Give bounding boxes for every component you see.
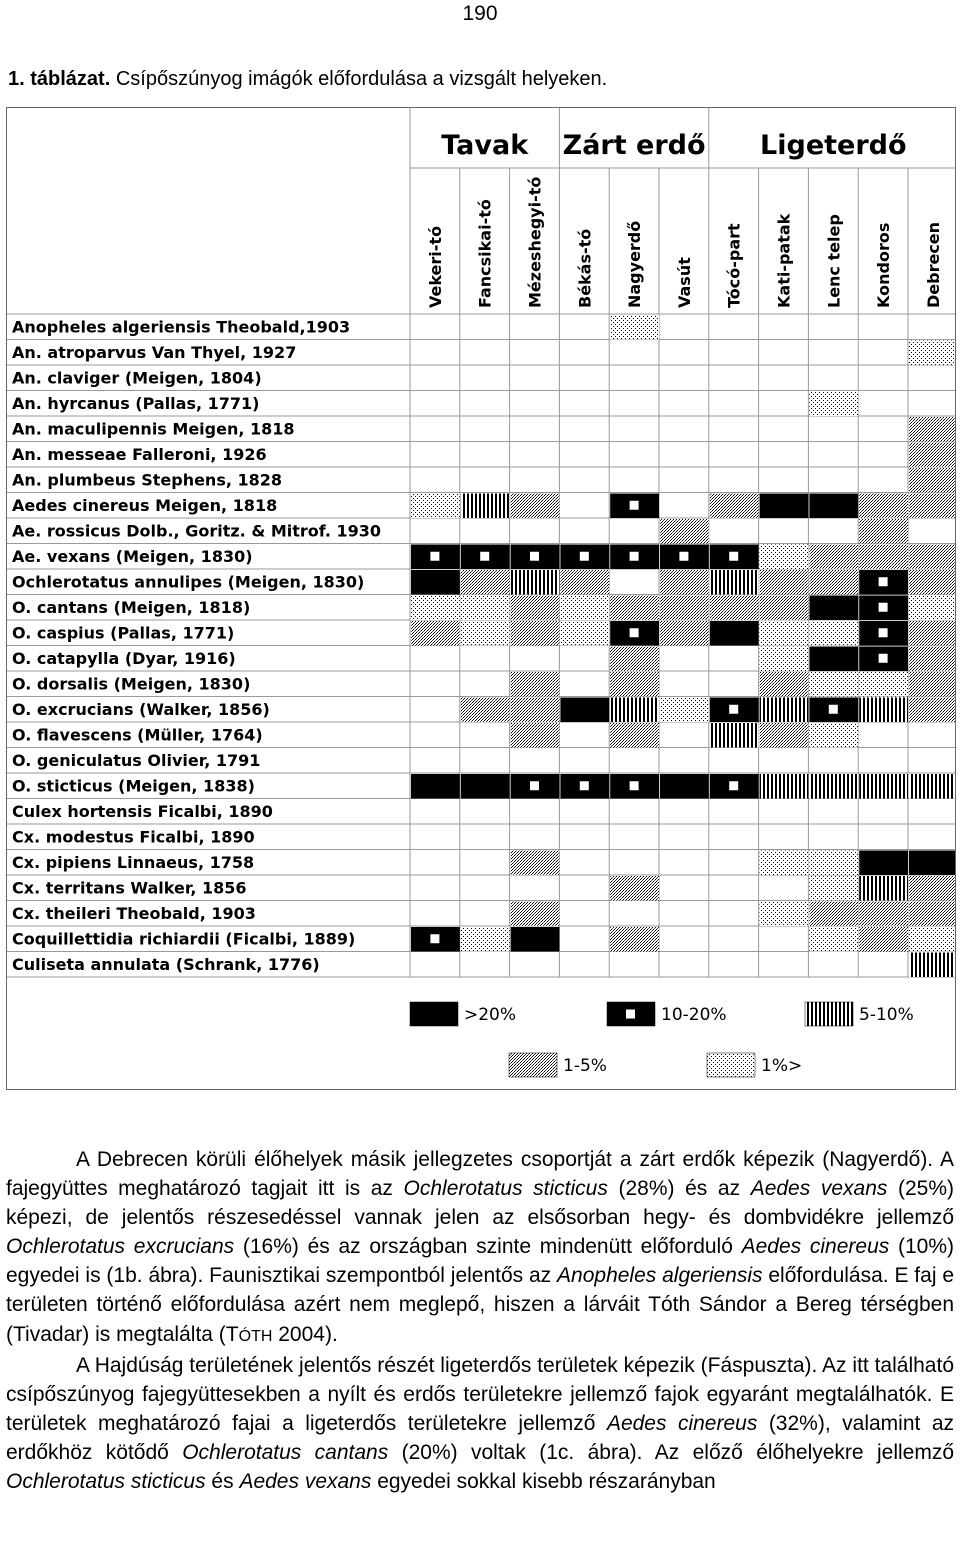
- occurrence-cell-marker: [430, 934, 439, 943]
- p2-species: Ochlerotatus sticticus: [6, 1470, 206, 1494]
- occurrence-cell: [411, 570, 460, 595]
- species-label: Coquillettidia richiardii (Ficalbi, 1889): [12, 929, 356, 949]
- occurrence-cell: [610, 876, 659, 901]
- occurrence-cell: [909, 341, 955, 366]
- legend-label: 1-5%: [563, 1056, 607, 1076]
- occurrence-cell-marker: [630, 552, 639, 561]
- occurrence-cell: [760, 494, 809, 519]
- occurrence-cell: [660, 519, 709, 544]
- occurrence-cell: [909, 647, 955, 672]
- page-number: 190: [462, 2, 498, 25]
- occurrence-cell: [660, 774, 709, 799]
- species-label: O. flavescens (Müller, 1764): [12, 725, 263, 745]
- occurrence-cell: [909, 902, 955, 927]
- column-label: Kondoros: [874, 222, 894, 308]
- species-label: Culex hortensis Ficalbi, 1890: [12, 802, 273, 821]
- occurrence-cell: [511, 494, 560, 519]
- p2-text: (32%), valamint az erdőkhöz kötődő: [6, 1411, 954, 1464]
- occurrence-cell: [909, 698, 955, 723]
- occurrence-cell: [461, 494, 510, 519]
- column-label: Fancsikai-tó: [475, 199, 495, 308]
- species-label: Anopheles algeriensis Theobald,1903: [12, 317, 351, 337]
- occurrence-cell-marker: [430, 552, 439, 561]
- occurrence-cell: [760, 698, 809, 723]
- occurrence-cell: [859, 902, 908, 927]
- occurrence-cell: [760, 851, 809, 876]
- species-label: Ae. vexans (Meigen, 1830): [12, 547, 253, 566]
- occurrence-cell: [411, 621, 460, 646]
- species-label: Cx. theileri Theobald, 1903: [12, 904, 256, 923]
- occurrence-cell: [809, 545, 858, 570]
- occurrence-cell: [809, 723, 858, 748]
- legend-label: >20%: [464, 1005, 517, 1025]
- occurrence-cell: [710, 621, 759, 646]
- table-caption: [8, 68, 607, 91]
- occurrence-cell-marker: [729, 781, 738, 790]
- occurrence-cell: [859, 545, 908, 570]
- occurrence-cell: [909, 774, 955, 799]
- p1-text: (25%) képezi, de jelentős részesedéssel vannak jelen az elsősorban hegy- és dombvidékre jellemző: [6, 1177, 955, 1230]
- occurrence-cell: [710, 596, 759, 621]
- species-label: An. atroparvus Van Thyel, 1927: [12, 343, 297, 362]
- p1-text: (10%) egyedei is (1b. ábra). Faunisztikai szempontból jelentős az: [6, 1235, 954, 1288]
- species-label: Cx. modestus Ficalbi, 1890: [12, 827, 255, 847]
- occurrence-cell: [710, 570, 759, 595]
- occurrence-cell: [660, 596, 709, 621]
- species-label: O. cantans (Meigen, 1818): [12, 598, 251, 617]
- caption-text: Csípőszúnyog imágók előfordulása a vizsgált helyeken.: [115, 68, 608, 90]
- occurrence-cell: [760, 570, 809, 595]
- occurrence-cell-marker: [729, 705, 738, 714]
- occurrence-cell: [909, 443, 955, 468]
- species-label: Aedes cinereus Meigen, 1818: [12, 496, 278, 515]
- occurrence-cell: [909, 570, 955, 595]
- species-label: O. sticticus (Meigen, 1838): [12, 776, 255, 796]
- occurrence-cell: [511, 851, 560, 876]
- occurrence-cell: [909, 876, 955, 901]
- occurrence-cell: [511, 927, 560, 952]
- occurrence-cell-marker: [530, 781, 539, 790]
- occurrence-cell: [511, 672, 560, 697]
- species-label: An. hyrcanus (Pallas, 1771): [12, 394, 260, 413]
- occurrence-cell-marker: [530, 552, 539, 561]
- occurrence-cell: [760, 672, 809, 697]
- species-label: An. maculipennis Meigen, 1818: [12, 419, 295, 439]
- p1-text: A Debrecen körüli élőhelyek másik jellegzetes csoportját a zárt erdők képezik (Nagyerdő). A fajegyüttes meghatározó tagjait itt is az: [6, 1148, 954, 1201]
- column-label: Vekeri-tó: [425, 225, 445, 308]
- legend-swatch-marker: [626, 1010, 635, 1019]
- species-label: O. catapylla (Dyar, 1916): [12, 649, 236, 668]
- p2-text: egyedei sokkal kisebb részarányban: [371, 1470, 716, 1494]
- occurrence-cell-marker: [480, 552, 489, 561]
- occurrence-cell: [610, 315, 659, 340]
- p1-species: Aedes vexans: [750, 1177, 888, 1201]
- occurrence-cell-marker: [879, 603, 888, 612]
- occurrence-cell: [560, 596, 609, 621]
- occurrence-cell: [411, 494, 460, 519]
- occurrence-cell: [809, 672, 858, 697]
- occurrence-cell: [411, 774, 460, 799]
- occurrence-cell: [909, 672, 955, 697]
- occurrence-cell: [461, 596, 510, 621]
- occurrence-cell: [610, 672, 659, 697]
- p2-species: Ochlerotatus cantans: [182, 1440, 389, 1464]
- occurrence-cell-marker: [630, 628, 639, 637]
- occurrence-cell: [909, 953, 955, 978]
- legend-swatch: [805, 1002, 853, 1026]
- occurrence-cell: [610, 596, 659, 621]
- column-label: Nagyerdő: [625, 220, 645, 308]
- occurrence-cell: [859, 876, 908, 901]
- species-label: O. excrucians (Walker, 1856): [12, 700, 270, 719]
- body-text: [6, 1145, 954, 1496]
- occurrence-cell: [859, 519, 908, 544]
- occurrence-cell: [610, 647, 659, 672]
- occurrence-cell: [511, 596, 560, 621]
- occurrence-cell: [511, 723, 560, 748]
- occurrence-cell: [461, 774, 510, 799]
- occurrence-figure: [6, 107, 956, 1090]
- occurrence-cell: [809, 596, 858, 621]
- occurrence-cell: [760, 723, 809, 748]
- occurrence-cell: [859, 494, 908, 519]
- legend-swatch: [509, 1053, 557, 1077]
- species-label: Cx. pipiens Linnaeus, 1758: [12, 853, 255, 872]
- occurrence-cell: [660, 570, 709, 595]
- column-label: Tócó-part: [724, 223, 744, 308]
- caption-label: 1. táblázat.: [8, 68, 111, 90]
- occurrence-cell: [859, 774, 908, 799]
- occurrence-cell: [560, 698, 609, 723]
- column-label: Vasút: [674, 257, 694, 308]
- group-header: Ligeterdő: [760, 130, 907, 161]
- occurrence-cell: [909, 468, 955, 493]
- occurrence-cell: [809, 621, 858, 646]
- paragraph-1: [6, 1145, 954, 1351]
- legend-label: 1%>: [761, 1056, 803, 1076]
- occurrence-cell: [511, 570, 560, 595]
- p1-species: Anopheles algeriensis: [557, 1264, 763, 1288]
- occurrence-cell: [760, 647, 809, 672]
- p2-species: Aedes vexans: [239, 1470, 372, 1494]
- column-label: Lenc telep: [824, 214, 844, 308]
- occurrence-grid-svg: [7, 108, 955, 1089]
- occurrence-cell: [909, 851, 955, 876]
- occurrence-cell: [909, 494, 955, 519]
- occurrence-cell-marker: [580, 781, 589, 790]
- species-label: An. plumbeus Stephens, 1828: [12, 470, 283, 490]
- occurrence-cell: [809, 494, 858, 519]
- occurrence-cell: [809, 392, 858, 417]
- occurrence-cell-marker: [729, 552, 738, 561]
- occurrence-cell: [809, 774, 858, 799]
- occurrence-cell: [760, 596, 809, 621]
- legend-label: 10-20%: [661, 1005, 727, 1025]
- occurrence-cell: [610, 927, 659, 952]
- occurrence-cell: [859, 698, 908, 723]
- p2-text: A Hajdúság területének jelentős részét ligeterdős területek képezik (Fáspuszta). Az itt található csípőszúnyog fajegyüttesekben a nyílt és erdős területekre jellemző fajok egyaránt megtalálhatók. E területek meghatározó fajai a ligeterdős területekre jellemző: [6, 1353, 954, 1435]
- occurrence-cell: [809, 647, 858, 672]
- p1-text: (28%) és az: [607, 1177, 751, 1201]
- occurrence-cell-marker: [630, 781, 639, 790]
- occurrence-cell: [760, 545, 809, 570]
- occurrence-cell: [809, 876, 858, 901]
- occurrence-cell: [610, 723, 659, 748]
- species-label: An. claviger (Meigen, 1804): [12, 368, 262, 388]
- occurrence-cell-marker: [879, 654, 888, 663]
- occurrence-cell: [560, 621, 609, 646]
- occurrence-cell: [461, 570, 510, 595]
- occurrence-cell-marker: [879, 577, 888, 586]
- occurrence-cell: [461, 698, 510, 723]
- species-label: Cx. territans Walker, 1856: [12, 878, 247, 898]
- species-label: O. geniculatus Olivier, 1791: [12, 751, 261, 770]
- occurrence-cell: [909, 417, 955, 442]
- occurrence-cell: [760, 621, 809, 646]
- species-label: O. dorsalis (Meigen, 1830): [12, 674, 251, 694]
- occurrence-cell: [710, 494, 759, 519]
- column-label: Kati-patak: [774, 213, 794, 308]
- group-header: Tavak: [441, 130, 529, 161]
- p1-smallcaps: ÓTH: [238, 1327, 273, 1345]
- occurrence-cell: [760, 902, 809, 927]
- occurrence-cell-marker: [679, 552, 688, 561]
- group-header: Zárt erdő: [562, 130, 706, 161]
- occurrence-cell: [610, 698, 659, 723]
- column-label: Mézeshegyi-tó: [525, 176, 545, 308]
- occurrence-cell: [760, 774, 809, 799]
- occurrence-cell: [411, 596, 460, 621]
- column-label: Békás-tó: [575, 228, 595, 308]
- occurrence-cell: [909, 545, 955, 570]
- occurrence-cell: [909, 596, 955, 621]
- occurrence-cell: [511, 902, 560, 927]
- occurrence-cell: [809, 570, 858, 595]
- occurrence-cell: [859, 927, 908, 952]
- legend-label: 5-10%: [859, 1005, 914, 1025]
- occurrence-cell: [859, 851, 908, 876]
- species-label: O. caspius (Pallas, 1771): [12, 623, 235, 643]
- occurrence-cell: [710, 723, 759, 748]
- p1-text: 2004).: [272, 1322, 338, 1346]
- column-label: Debrecen: [923, 221, 943, 308]
- occurrence-cell: [809, 851, 858, 876]
- occurrence-cell: [909, 927, 955, 952]
- p1-species: Aedes cinereus: [741, 1235, 890, 1259]
- occurrence-cell: [909, 621, 955, 646]
- occurrence-cell: [511, 698, 560, 723]
- species-label: Ochlerotatus annulipes (Meigen, 1830): [12, 572, 365, 592]
- occurrence-cell-marker: [879, 628, 888, 637]
- occurrence-cell-marker: [630, 501, 639, 510]
- p1-text: előfordulása. E faj e területen történő előfordulása azért nem meglepő, hiszen a lárváit Tóth Sándor a Bereg térségben (Tivadar) is megtalálta (T: [6, 1264, 955, 1346]
- occurrence-cell: [560, 570, 609, 595]
- occurrence-cell-marker: [829, 705, 838, 714]
- occurrence-cell: [511, 621, 560, 646]
- occurrence-cell: [461, 621, 510, 646]
- occurrence-cell-marker: [580, 552, 589, 561]
- occurrence-cell: [809, 902, 858, 927]
- p2-text: (20%) voltak (1c. ábra). Az előző élőhelyekre jellemző: [388, 1440, 954, 1464]
- p2-text: és: [205, 1470, 240, 1494]
- species-label: Ae. rossicus Dolb., Goritz. & Mitrof. 1930: [12, 521, 382, 541]
- occurrence-cell: [660, 698, 709, 723]
- occurrence-cell: [461, 927, 510, 952]
- p1-species: Ochlerotatus excrucians: [6, 1235, 235, 1259]
- paragraph-2: [6, 1351, 954, 1496]
- p1-text: (16%) és az országban szinte mindenütt előforduló: [234, 1235, 742, 1259]
- occurrence-cell: [809, 927, 858, 952]
- occurrence-cell: [660, 621, 709, 646]
- species-label: An. messeae Falleroni, 1926: [12, 445, 267, 464]
- legend-swatch: [707, 1053, 755, 1077]
- legend-swatch: [410, 1002, 458, 1026]
- p2-species: Aedes cinereus: [606, 1411, 758, 1435]
- species-label: Culiseta annulata (Schrank, 1776): [12, 955, 320, 974]
- occurrence-cell: [859, 672, 908, 697]
- p1-species: Ochlerotatus sticticus: [403, 1177, 608, 1201]
